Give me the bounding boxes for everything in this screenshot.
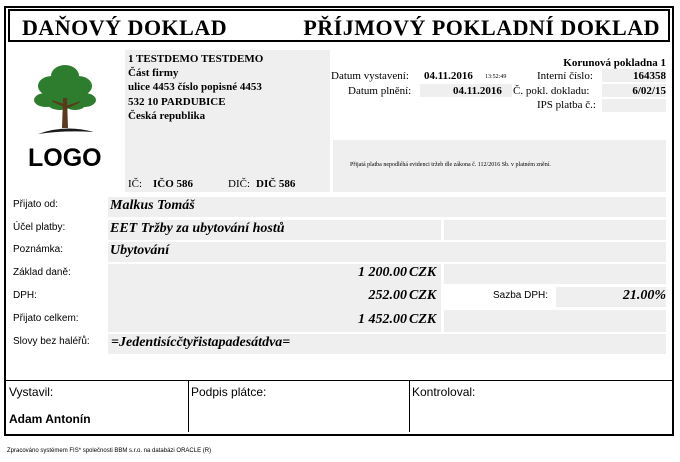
received-from-label: Přijato od: (13, 199, 59, 210)
vat-label: DPH: (13, 290, 37, 301)
company-address (128, 52, 263, 123)
note-label: Poznámka: (13, 244, 64, 255)
issued-time-value: 13:52:49 (485, 74, 507, 80)
ips-value-box (602, 99, 666, 112)
tax-document-title: DAŇOVÝ DOKLAD (22, 15, 228, 40)
signature-separator-2 (409, 380, 410, 432)
ips-label: IPS platba č.: (537, 99, 596, 111)
dic-value: DIČ 586 (256, 178, 296, 190)
purpose-value: EET Tržby za ubytování hostů (110, 221, 285, 236)
internal-number-value: 164358 (633, 70, 666, 82)
received-from-value: Malkus Tomáš (110, 198, 195, 213)
logo-text: LOGO (28, 144, 102, 172)
fulfilled-date-label: Datum plnění: (348, 85, 412, 97)
amount-in-words: =Jedentisícčtyřistapadesátdva= (111, 335, 291, 350)
issued-by-value: Adam Antonín (9, 412, 91, 426)
total-right-box (444, 310, 666, 332)
note-box (108, 242, 666, 262)
eet-note: Přijatá platba nepodléhá evidenci tržeb dle zákona č. 112/2016 Sb. v platném znění. (350, 162, 551, 168)
signature-divider (5, 380, 673, 381)
vat-rate-value: 21.00% (622, 288, 666, 303)
total-currency: CZK (409, 312, 437, 327)
signature-separator-1 (188, 380, 189, 432)
company-name: 1 TESTDEMO TESTDEMO (128, 53, 264, 65)
dic-label: DIČ: (228, 178, 250, 190)
company-city: 532 10 PARDUBICE (128, 95, 226, 108)
cash-doc-label: Č. pokl. dokladu: (513, 85, 590, 97)
company-street: ulice 4453 číslo popisné 4453 (128, 81, 262, 94)
issued-date-value: 04.11.2016 (424, 70, 473, 82)
checked-by-label: Kontroloval: (412, 385, 476, 399)
fulfilled-date-value: 04.11.2016 (453, 85, 502, 97)
payer-signature-label: Podpis plátce: (191, 385, 267, 399)
cashbox-name: Korunová pokladna 1 (563, 57, 666, 69)
tax-base-value: 1 200.00 (358, 265, 407, 280)
total-value: 1 452.00 (358, 312, 407, 327)
vat-rate-label: Sazba DPH: (493, 290, 549, 301)
tax-base-currency: CZK (409, 265, 437, 280)
amounts-right-box (444, 264, 666, 284)
ic-value: IČO 586 (153, 178, 194, 190)
words-label: Slovy bez haléřů: (13, 336, 90, 347)
issued-date-label: Datum vystavení: (331, 70, 409, 82)
purpose-label: Účel platby: (13, 222, 66, 233)
vat-value: 252.00 (368, 288, 407, 303)
company-country: Česká republika (128, 109, 206, 122)
vat-currency: CZK (409, 288, 437, 303)
note-value: Ubytování (110, 243, 170, 258)
tree-icon (30, 58, 100, 138)
internal-number-label: Interní číslo: (537, 70, 593, 82)
tax-base-label: Základ daně: (13, 267, 71, 278)
footer-note: Zpracováno systémem FIS* společnosti BBM s.r.o. na databázi ORACLE (R) (7, 448, 212, 454)
purpose-extra-box (444, 220, 666, 240)
title-bar (8, 9, 670, 42)
company-part: Část firmy (128, 67, 179, 80)
ic-label: IČ: (128, 178, 143, 190)
receipt-title: PŘÍJMOVÝ POKLADNÍ DOKLAD (303, 15, 660, 40)
cash-doc-value: 6/02/15 (632, 85, 666, 97)
issued-by-label: Vystavil: (9, 385, 54, 399)
total-label: Přijato celkem: (13, 313, 79, 324)
